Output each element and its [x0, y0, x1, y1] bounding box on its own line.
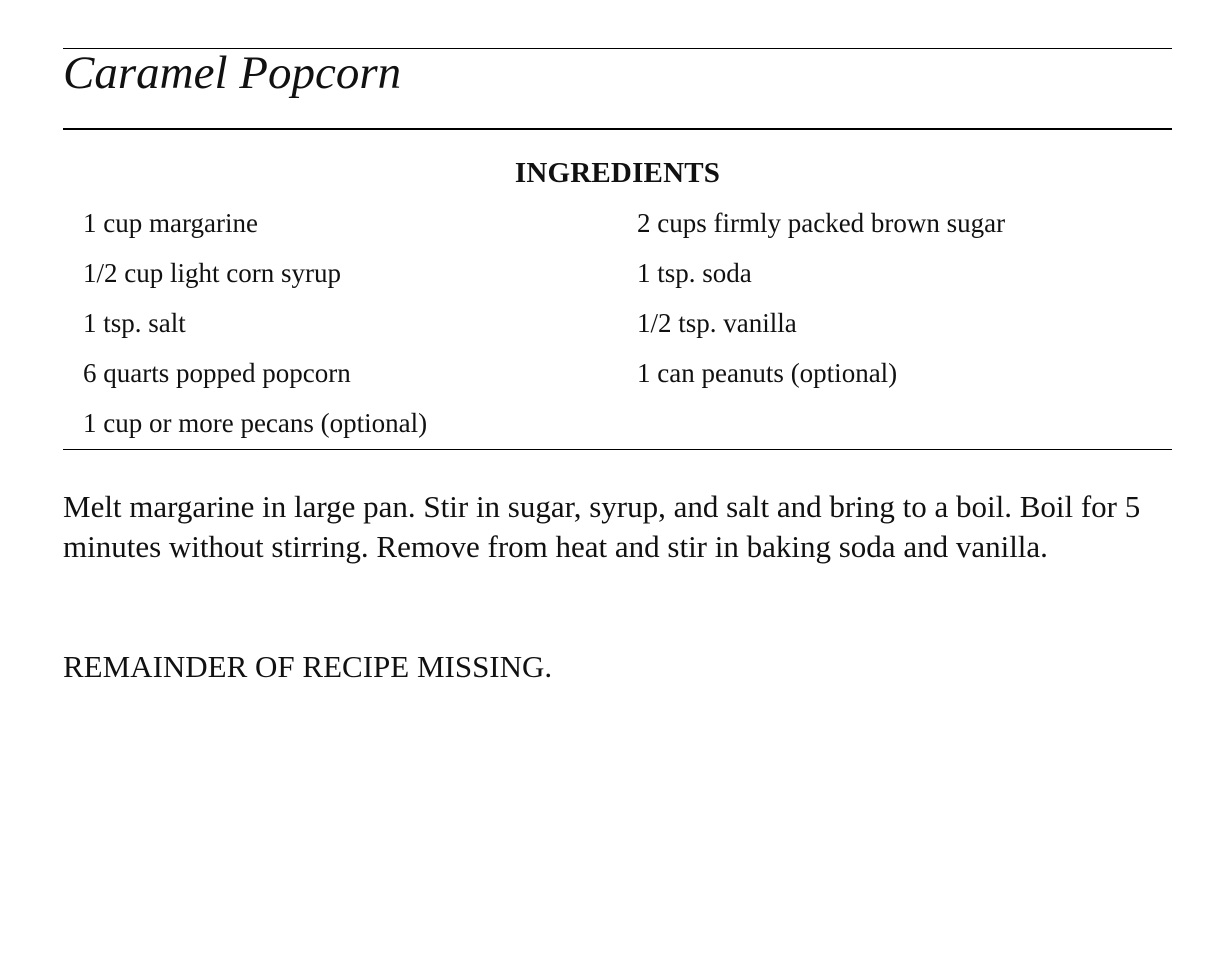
ingredients-bottom-rule	[63, 449, 1172, 450]
ingredient-item: 2 cups firmly packed brown sugar	[637, 208, 1006, 238]
ingredients-list	[0, 204, 1225, 444]
ingredient-item: 1/2 tsp. vanilla	[637, 308, 797, 338]
ingredient-item: 6 quarts popped popcorn	[83, 358, 351, 388]
recipe-title: Caramel Popcorn	[63, 47, 402, 99]
ingredient-item: 1/2 cup light corn syrup	[83, 258, 341, 288]
ingredient-item: 1 cup margarine	[83, 208, 258, 238]
ingredient-item: 1 tsp. salt	[83, 308, 186, 338]
title-underline	[63, 128, 1172, 130]
ingredient-item: 1 cup or more pecans (optional)	[83, 408, 428, 438]
missing-recipe-note: REMAINDER OF RECIPE MISSING.	[63, 649, 553, 684]
directions-text: Melt margarine in large pan. Stir in sugar, syrup, and salt and bring to a boil. Boil for 5 minutes without stirring. Remove from heat and stir in baking soda and vanilla.	[63, 489, 1141, 564]
ingredient-item: 1 can peanuts (optional)	[637, 358, 898, 388]
ingredients-heading: INGREDIENTS	[514, 157, 721, 189]
ingredient-item: 1 tsp. soda	[637, 258, 752, 288]
